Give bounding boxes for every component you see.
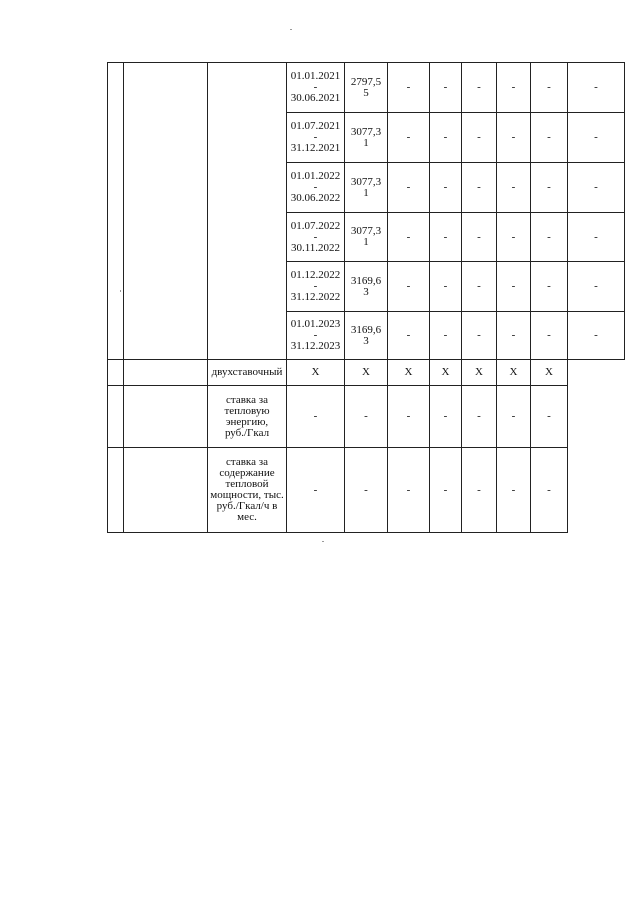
data-cell: - bbox=[568, 113, 625, 163]
data-cell: - bbox=[462, 113, 497, 163]
data-cell: - bbox=[388, 312, 430, 360]
data-cell: - bbox=[531, 213, 568, 262]
tariff-table bbox=[107, 62, 625, 533]
period-cell: 01.07.2022 - 30.11.2022 bbox=[287, 213, 345, 262]
data-cell: - bbox=[497, 163, 531, 213]
blank-cell bbox=[108, 360, 124, 386]
data-cell: - bbox=[345, 386, 388, 448]
data-cell: - bbox=[497, 262, 531, 312]
data-cell: - bbox=[462, 312, 497, 360]
data-cell: X bbox=[388, 360, 430, 386]
data-cell: - bbox=[531, 63, 568, 113]
data-cell: - bbox=[388, 63, 430, 113]
period-cell: 01.07.2021 - 31.12.2021 bbox=[287, 113, 345, 163]
data-cell: - bbox=[430, 312, 462, 360]
data-cell: - bbox=[430, 163, 462, 213]
data-cell: X bbox=[531, 360, 568, 386]
data-cell: - bbox=[462, 63, 497, 113]
data-cell: - bbox=[531, 113, 568, 163]
blank-cell bbox=[124, 360, 208, 386]
data-cell: - bbox=[430, 63, 462, 113]
scan-speck bbox=[322, 541, 324, 542]
blank-cell bbox=[124, 386, 208, 448]
data-cell: - bbox=[462, 213, 497, 262]
data-cell: - bbox=[430, 213, 462, 262]
data-cell: - bbox=[430, 262, 462, 312]
data-cell: - bbox=[568, 312, 625, 360]
data-cell: - bbox=[462, 448, 497, 533]
blank-cell bbox=[108, 63, 124, 360]
table-row bbox=[108, 63, 625, 113]
data-cell: - bbox=[497, 448, 531, 533]
data-cell: - bbox=[497, 386, 531, 448]
data-cell: - bbox=[568, 163, 625, 213]
data-cell: - bbox=[287, 386, 345, 448]
blank-cell bbox=[124, 63, 208, 360]
data-cell: - bbox=[462, 386, 497, 448]
data-cell: - bbox=[531, 312, 568, 360]
capacity-rate-label: ставка за содержание тепловой мощности, тыс. руб./Гкал/ч в мес. bbox=[208, 448, 287, 533]
value-cell: 3077,3 1 bbox=[345, 113, 388, 163]
data-cell: X bbox=[462, 360, 497, 386]
value-cell: 3077,3 1 bbox=[345, 213, 388, 262]
data-cell: - bbox=[345, 448, 388, 533]
period-cell: 01.01.2023 - 31.12.2023 bbox=[287, 312, 345, 360]
data-cell: - bbox=[388, 448, 430, 533]
data-cell: - bbox=[388, 386, 430, 448]
blank-cell bbox=[108, 448, 124, 533]
data-cell: - bbox=[287, 448, 345, 533]
data-cell: - bbox=[531, 386, 568, 448]
period-cell: 01.01.2022 - 30.06.2022 bbox=[287, 163, 345, 213]
data-cell: - bbox=[531, 448, 568, 533]
data-cell: - bbox=[497, 312, 531, 360]
value-cell: 3077,3 1 bbox=[345, 163, 388, 213]
energy-rate-label: ставка за тепловую энергию, руб./Гкал bbox=[208, 386, 287, 448]
data-cell: - bbox=[388, 262, 430, 312]
value-cell: 3169,6 3 bbox=[345, 312, 388, 360]
blank-cell bbox=[208, 63, 287, 360]
data-cell: - bbox=[568, 262, 625, 312]
data-cell: - bbox=[568, 63, 625, 113]
data-cell: - bbox=[430, 448, 462, 533]
data-cell: X bbox=[430, 360, 462, 386]
data-cell: X bbox=[345, 360, 388, 386]
blank-cell bbox=[108, 386, 124, 448]
data-cell: X bbox=[287, 360, 345, 386]
data-cell: - bbox=[497, 113, 531, 163]
data-cell: - bbox=[531, 163, 568, 213]
table-row bbox=[108, 386, 625, 448]
data-cell: - bbox=[388, 113, 430, 163]
blank-cell bbox=[124, 448, 208, 533]
period-cell: 01.01.2021 - 30.06.2021 bbox=[287, 63, 345, 113]
period-cell: 01.12.2022 - 31.12.2022 bbox=[287, 262, 345, 312]
value-cell: 2797,5 5 bbox=[345, 63, 388, 113]
data-cell: - bbox=[388, 213, 430, 262]
scan-speck bbox=[290, 29, 292, 30]
data-cell: - bbox=[430, 113, 462, 163]
data-cell: - bbox=[430, 386, 462, 448]
data-cell: - bbox=[497, 63, 531, 113]
data-cell: X bbox=[497, 360, 531, 386]
value-cell: 3169,6 3 bbox=[345, 262, 388, 312]
data-cell: - bbox=[531, 262, 568, 312]
data-cell: - bbox=[462, 163, 497, 213]
table-row bbox=[108, 360, 625, 386]
data-cell: - bbox=[568, 213, 625, 262]
data-cell: - bbox=[497, 213, 531, 262]
table-row bbox=[108, 448, 625, 533]
data-cell: - bbox=[388, 163, 430, 213]
tariff-type-label: двухставочный bbox=[208, 360, 287, 386]
data-cell: - bbox=[462, 262, 497, 312]
